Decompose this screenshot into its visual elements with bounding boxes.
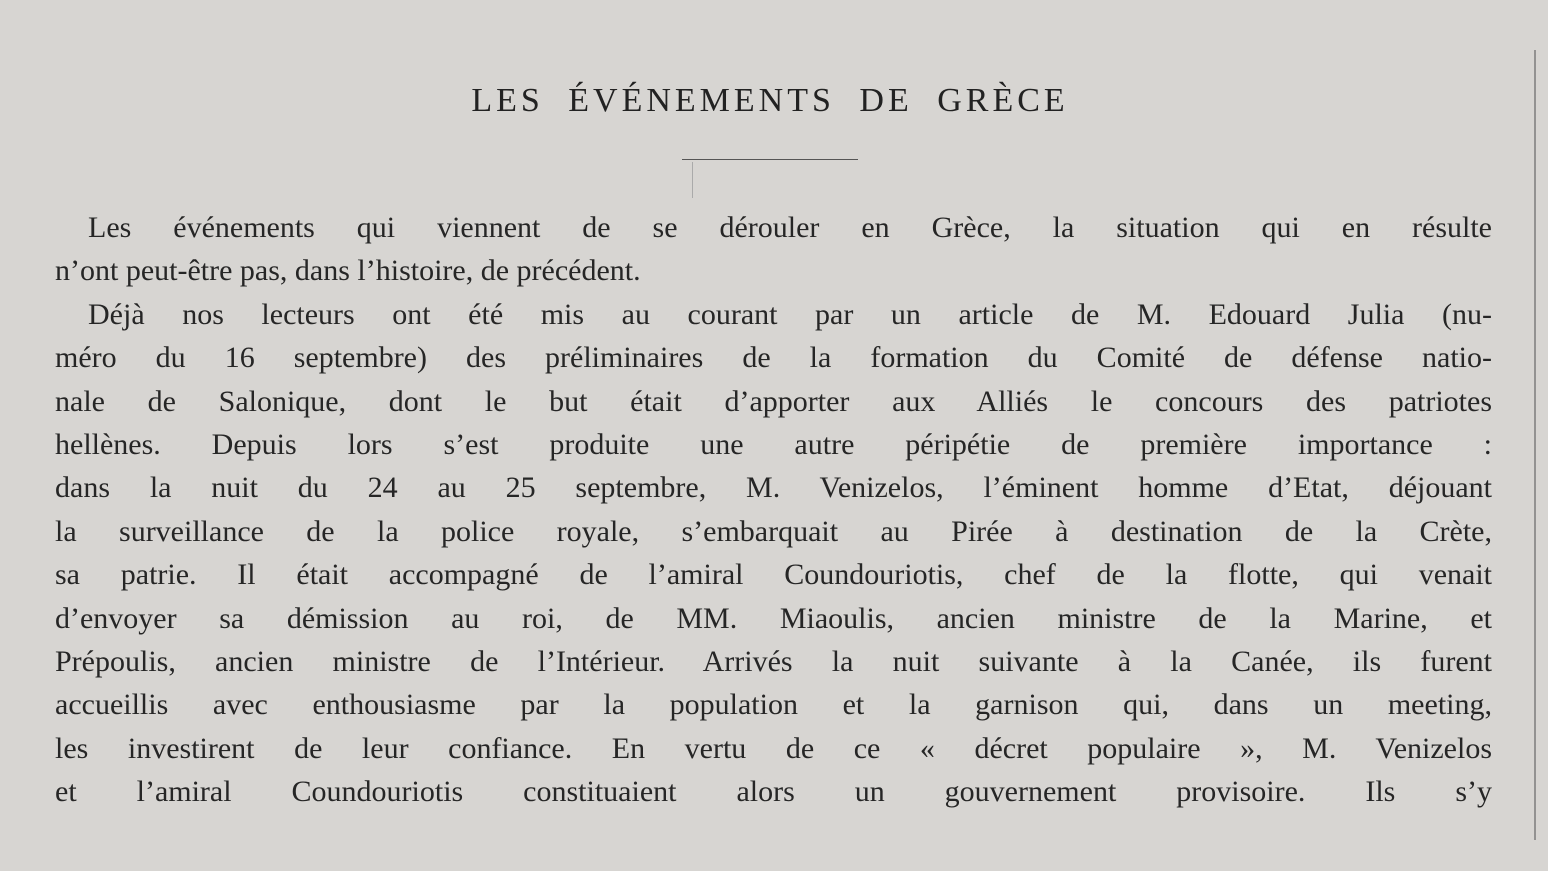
article-title: LES ÉVÉNEMENTS DE GRÈCE — [471, 82, 1069, 119]
text-line: dans la nuit du 24 au 25 septembre, M. Venizelos, l’éminent homme d’Etat, déjouant — [55, 471, 1492, 505]
text-line: les investirent de leur confiance. En vertu de ce « décret populaire », M. Venizelos — [55, 731, 1492, 765]
text-line: hellènes. Depuis lors s’est produite une autre péripétie de première importance : — [55, 427, 1492, 461]
text-line: nale de Salonique, dont le but était d’apporter aux Alliés le concours des patriotes — [55, 384, 1492, 418]
text-line: la surveillance de la police royale, s’embarquait au Pirée à destination de la Crète, — [55, 514, 1492, 548]
page-edge-line — [1534, 50, 1536, 840]
text-line: méro du 16 septembre) des préliminaires de la formation du Comité de défense natio- — [55, 341, 1492, 375]
text-line: Déjà nos lecteurs ont été mis au courant par un article de M. Edouard Julia (nu- — [88, 297, 1492, 331]
article-body — [55, 206, 1492, 813]
title-divider — [682, 159, 858, 160]
text-line: Les événements qui viennent de se dérouler en Grèce, la situation qui en résulte — [88, 211, 1492, 244]
text-line: et l’amiral Coundouriotis constituaient alors un gouvernement provisoire. Ils s’y — [55, 775, 1492, 809]
text-line: d’envoyer sa démission au roi, de MM. Miaoulis, ancien ministre de la Marine, et — [55, 601, 1492, 635]
text-line: accueillis avec enthousiasme par la population et la garnison qui, dans un meeting, — [55, 688, 1492, 722]
text-line: sa patrie. Il était accompagné de l’amiral Coundouriotis, chef de la flotte, qui venait — [55, 558, 1492, 592]
scan-mark — [692, 162, 693, 198]
text-line: n’ont peut-être pas, dans l’histoire, de précédent. — [55, 254, 641, 288]
text-line: Prépoulis, ancien ministre de l’Intérieur. Arrivés la nuit suivante à la Canée, ils furent — [55, 644, 1492, 678]
